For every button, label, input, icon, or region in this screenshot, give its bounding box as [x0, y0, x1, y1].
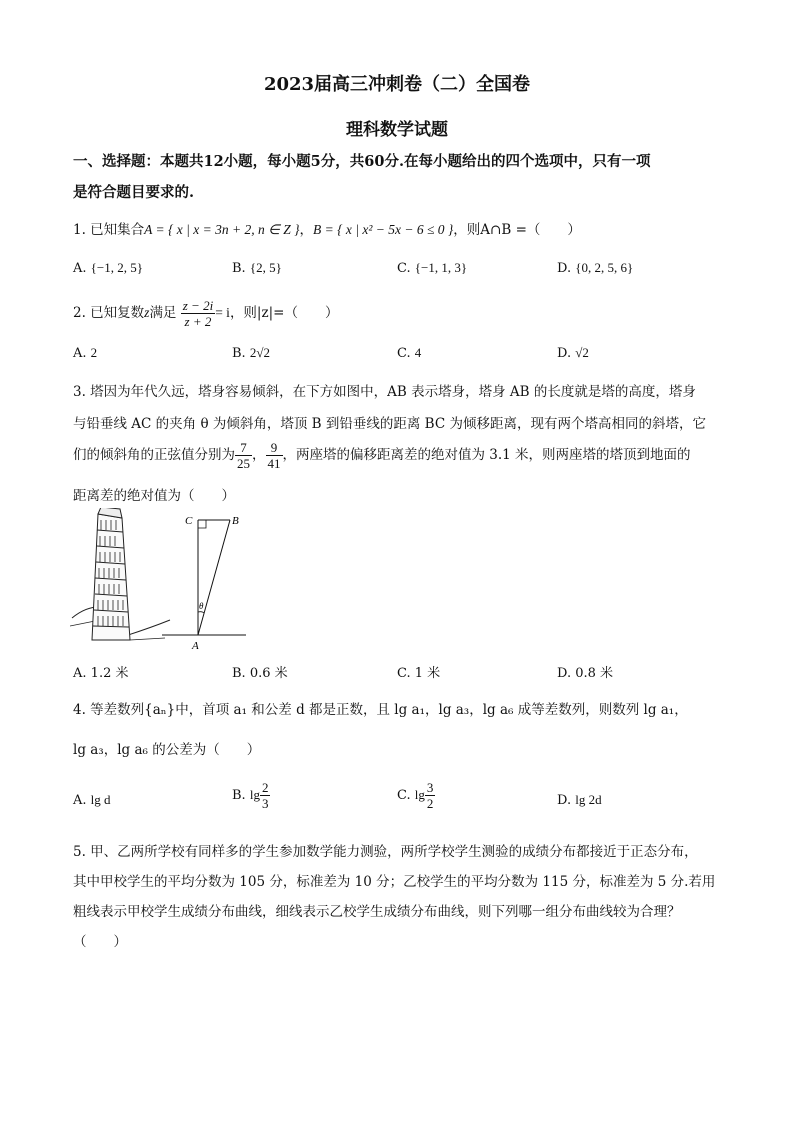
q3-line3: 们的倾斜角的正弦值分别为 $\frac{7}{25}$ ， $\frac{9}{41}$ ，两座塔的偏移距离差的绝对值为 3.1 米，则两座塔的塔顶到地面的 — [73, 440, 691, 471]
diagram-label-theta: θ — [199, 601, 204, 611]
q2-option-d[interactable]: D. √2 — [557, 345, 589, 361]
q1-prefix: 1. 已知集合 — [73, 222, 145, 238]
q2-mid: 满足 — [149, 305, 177, 321]
q3-option-c[interactable]: C. 1 米 — [397, 666, 441, 681]
exam-title: 2023届高三冲刺卷（二）全国卷 — [263, 74, 531, 95]
q4-line1: 4. 等差数列{aₙ}中，首项 a₁ 和公差 d 都是正数，且 lg a₁，lg a₃，lg a₆ 成等差数列，则数列 lg a₁， — [73, 702, 688, 718]
diagram-label-b: B — [232, 515, 239, 527]
q3-line2: 与铅垂线 AC 的夹角 θ 为倾斜角，塔顶 B 到铅垂线的距离 BC 为倾移距离，现有两个塔高相同的斜塔，它 — [73, 416, 706, 432]
q3-option-d[interactable]: D. 0.8 米 — [557, 666, 614, 681]
question-1 — [73, 218, 581, 238]
q1-option-a[interactable]: A. {−1, 2, 5} — [73, 260, 143, 276]
q3-line4: 距离差的绝对值为（ ） — [73, 488, 235, 504]
q5-line2: 其中甲校学生的平均分数为 105 分，标准差为 10 分；乙校学生的平均分数为 115 分，标准差为 5 分.若用 — [73, 874, 716, 890]
q3-fraction-2: $\frac{9}{41}$ — [267, 440, 281, 471]
q3-option-b[interactable]: B. 0.6 米 — [232, 666, 288, 681]
section-heading-line2: 是符合题目要求的. — [73, 184, 195, 201]
q2-eq: = i — [215, 305, 230, 320]
q3-option-a[interactable]: A. 1.2 米 — [73, 666, 129, 681]
q4-option-d[interactable]: D. lg 2d — [557, 792, 602, 808]
q2-option-c[interactable]: C. 4 — [397, 345, 422, 361]
q4-option-c[interactable]: C. lg $\frac{3}{2}$ — [397, 780, 434, 811]
q1-option-d[interactable]: D. {0, 2, 5, 6} — [557, 260, 634, 276]
q3-fraction-1: $\frac{7}{25}$ — [237, 440, 250, 471]
q1-option-b[interactable]: B. {2, 5} — [232, 260, 282, 276]
diagram-label-a: A — [192, 640, 199, 652]
q4-option-b[interactable]: B. lg $\frac{2}{3}$ — [232, 780, 269, 811]
q1-suffix: ，则A∩B =（ ） — [453, 222, 581, 238]
q1-set-b: B = { x | x² − 5x − 6 ≤ 0 } — [313, 222, 454, 237]
q2-option-a[interactable]: A. 2 — [73, 345, 98, 361]
q1-set-a: A = { x | x = 3n + 2, n ∈ Z } — [144, 222, 300, 237]
tilt-geometry-diagram — [162, 520, 246, 635]
diagram-label-c: C — [185, 515, 193, 527]
q1-comma: ， — [299, 222, 314, 238]
question-2 — [73, 298, 338, 329]
q1-option-c[interactable]: C. {−1, 1, 3} — [397, 260, 468, 276]
q3-figure — [70, 508, 260, 653]
q2-var: z — [144, 305, 150, 320]
q5-line1: 5. 甲、乙两所学校有同样多的学生参加数学能力测验，两所学校学生测验的成绩分布都接近于正态分布， — [73, 844, 698, 860]
section-heading-line1: 一、选择题：本题共12小题，每小题5分，共60分.在每小题给出的四个选项中，只有一项 — [73, 153, 651, 170]
q2-option-b[interactable]: B. 2√2 — [232, 345, 270, 361]
q4-line2: lg a₃，lg a₆ 的公差为（ ） — [73, 742, 261, 758]
q2-fraction: $\frac{z - 2i}{z + 2}$ — [182, 298, 214, 329]
leaning-tower-illustration — [70, 508, 170, 640]
q2-prefix: 2. 已知复数 — [73, 305, 145, 321]
q5-line4: （ ） — [73, 934, 127, 950]
q4-option-a[interactable]: A. lg d — [73, 792, 111, 808]
exam-subtitle: 理科数学试题 — [346, 120, 448, 140]
q3-line1: 3. 塔因为年代久远，塔身容易倾斜，在下方如图中，AB 表示塔身，塔身 AB 的长度就是塔的高度，塔身 — [73, 384, 696, 400]
q2-suffix: ，则|z|=（ ） — [229, 305, 339, 321]
q5-line3: 粗线表示甲校学生成绩分布曲线，细线表示乙校学生成绩分布曲线，则下列哪一组分布曲线较为合理？ — [73, 904, 681, 920]
